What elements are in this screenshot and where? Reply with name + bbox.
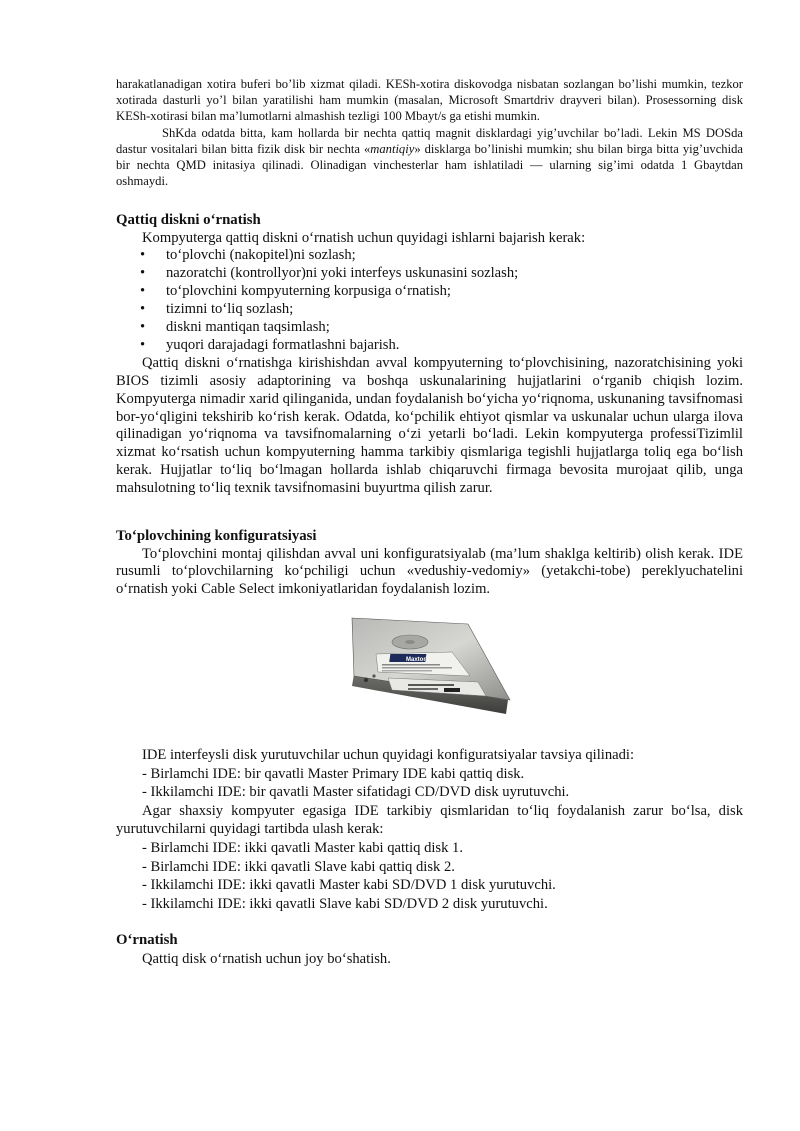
intro-paragraph-2 bbox=[116, 125, 743, 190]
order-line: - Birlamchi IDE: ikki qavatli Slave kabi qattiq disk 2. bbox=[142, 858, 455, 875]
list-item-text: to‘plovchi (nakopitel)ni sozlash; bbox=[166, 247, 356, 264]
install-lead: Kompyuterga qattiq diskni o‘rnatish uchun quyidagi ishlarni bajarish kerak: bbox=[142, 229, 586, 246]
config-line: - Birlamchi IDE: bir qavatli Master Primary IDE kabi qattiq disk. bbox=[142, 765, 525, 782]
order-line: - Ikkilamchi IDE: ikki qavatli Master kabi SD/DVD 1 disk yurutuvchi. bbox=[142, 877, 556, 894]
ide-lead: IDE interfeysli disk yurutuvchilar uchun quyidagi konfiguratsiyalar tavsiya qilinadi: bbox=[142, 747, 635, 763]
order-line: - Ikkilamchi IDE: ikki qavatli Slave kabi SD/DVD 2 disk yurutuvchi. bbox=[142, 895, 548, 912]
section-install-disk bbox=[116, 212, 743, 498]
section-ide-config bbox=[116, 746, 743, 913]
list-item-text: tizimni to‘liq sozlash; bbox=[166, 301, 294, 318]
bullet-icon: • bbox=[140, 301, 146, 318]
list-item-text: nazoratchi (kontrollyor)ni yoki interfeys uskunasini sozlash; bbox=[166, 265, 519, 282]
list-item bbox=[116, 247, 743, 265]
hdd-brand-label: Maxtor bbox=[406, 657, 426, 663]
list-item-text: yuqori darajadagi formatlashni bajarish. bbox=[166, 336, 400, 353]
bullet-icon: • bbox=[140, 283, 146, 300]
section-heading-configuration: To‘plovchining konfiguratsiyasi bbox=[116, 528, 317, 544]
section-mounting bbox=[116, 932, 743, 968]
intro-paragraph-2-part-b: » disklarga bo’linishi mumkin; shu bilan birga bitta yig’uvchida bir nechta QMD initasiya qilinadi. Olinadigan vinchesterlar ham ishlatiladi — ularning sig’imi odatda 1 Gbaytdan oshmaydi. bbox=[116, 141, 743, 189]
intro-paragraph-1: harakatlanadigan xotira buferi bo’lib xizmat qiladi. KESh-xotira diskovodga nisbatan sozlangan bo’lishi mumkin, tezkor xotirada dasturli yo’l bilan yaratilishi ham mumkin (masalan, Microsoft Smartdriv drayveri bilan). Prosessorning disk KESh-xotirasi bilan ma’lumotlarni almashish tezligi 100 Mbayt/s ga etishi mumkin. bbox=[116, 77, 743, 124]
section-heading-mounting: O‘rnatish bbox=[116, 932, 178, 948]
configuration-body: To‘plovchini montaj qilishdan avval uni konfiguratsiyalab (ma’lum shaklga keltirib) olish kerak. IDE rusumli to‘plovchilarning ko‘pchiligi uchun «vedushiy-vedomiy» (yetakchi-tobe) pereklyuchatelini o‘rnatish yoki Cable Select imkoniyatlaridan foydalanish lozim. bbox=[116, 545, 743, 598]
intro-paragraph-2-italic: mantiqiy bbox=[370, 141, 415, 156]
install-steps-list bbox=[116, 247, 743, 354]
list-item bbox=[116, 265, 743, 283]
list-item-text: diskni mantiqan taqsimlash; bbox=[166, 319, 330, 336]
ide-paragraph: Agar shaxsiy kompyuter egasiga IDE tarkibiy qismlaridan to‘liq foydalanish zarur bo‘lsa, disk yurutuvchilarni quyidagi tartibda ulash kerak: bbox=[116, 802, 743, 838]
list-item-text: to‘plovchini kompyuterning korpusiga o‘rnatish; bbox=[166, 283, 451, 300]
hard-disk-image bbox=[348, 614, 512, 736]
order-line: - Birlamchi IDE: ikki qavatli Master kabi qattiq disk 1. bbox=[142, 839, 463, 856]
section-configuration bbox=[116, 528, 743, 599]
list-item bbox=[116, 283, 743, 301]
config-line: - Ikkilamchi IDE: bir qavatli Master sifatidagi CD/DVD disk uyrutuvchi. bbox=[142, 784, 570, 801]
list-item bbox=[116, 319, 743, 337]
intro-section bbox=[116, 76, 743, 189]
bullet-icon: • bbox=[140, 319, 146, 336]
install-body: Qattiq diskni o‘rnatishga kirishishdan avval kompyuterning to‘plovchisining, nazoratchisining yoki BIOS tizimli asosiy adaptorining va boshqa uskunalarining hujjatlarini o‘rganib chiqish lozim. Kompyuterga nimadir xarid qilinganida, undan foydalanish bo‘yicha yo‘riqnoma, uskunaning tavsifnomasi bor-yo‘qligini tekshirib ko‘rish kerak. Odatda, ko‘pchilik ehtiyot qismlar va uskunalar uchun ularga ilova qilinadigan yo‘riqnoma va tavsifnomalarning o‘zi yetarli bo‘ladi. Lekin kompyuterga professiTizimlil xizmat ko‘rsatish uchun kompyuterning hamma tarkibiy qismlariga tegishli hujjatlarga toliq ega bo‘lish kerak. Hujjatlar to‘liq bo‘lmagan hollarda ishlab chiqaruvchi firmaga bevosita murojaat qilib, unga mahsulotning to‘liq texnik tavsifnomasini buyurtma qilish zarur. bbox=[116, 354, 743, 497]
bullet-icon: • bbox=[140, 265, 146, 282]
intro-paragraph-2-part-a: ShKda odatda bitta, kam hollarda bir nechta qattiq magnit disklardagi yig’uvchilar bo’ladi. Lekin MS DOSda dastur vositalari bilan bitta fizik disk bir nechta « bbox=[116, 125, 743, 156]
section-heading-install-disk: Qattiq diskni o‘rnatish bbox=[116, 212, 261, 228]
list-item bbox=[116, 301, 743, 319]
bullet-icon: • bbox=[140, 247, 146, 264]
mounting-body: Qattiq disk o‘rnatish uchun joy bo‘shatish. bbox=[142, 950, 391, 967]
list-item bbox=[116, 337, 743, 355]
bullet-icon: • bbox=[140, 336, 146, 353]
